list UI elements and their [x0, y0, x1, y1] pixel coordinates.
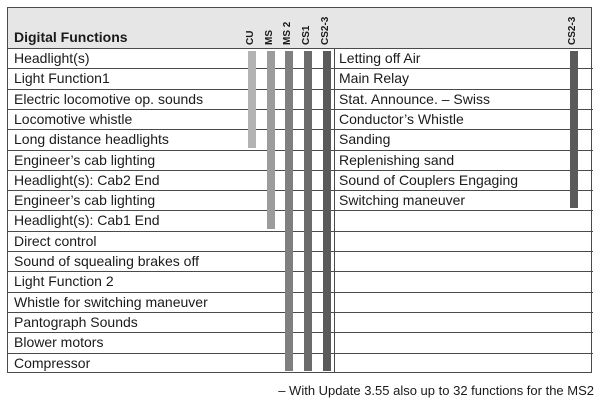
column-label-cu: CU [245, 30, 256, 45]
support-bar-cs1 [304, 51, 312, 371]
left-function-label: Blower motors [14, 334, 104, 351]
left-function-label: Compressor [14, 354, 91, 371]
left-function-label: Whistle for switching maneuver [14, 293, 208, 310]
right-function-label: Replenishing sand [339, 151, 455, 168]
row-divider [8, 353, 593, 354]
left-function-label: Direct control [14, 232, 97, 249]
support-bar-cu [248, 51, 256, 148]
right-function-label: Main Relay [339, 70, 410, 87]
footnote: – With Update 3.55 also up to 32 functions for the MS2 [278, 383, 594, 398]
column-header-ms2 [283, 8, 301, 48]
left-function-label: Electric locomotive op. sounds [14, 90, 204, 107]
left-function-label: Headlight(s) [14, 50, 90, 66]
left-function-label: Headlight(s): Cab1 End [14, 212, 160, 229]
support-bar-ms [267, 51, 275, 229]
column-header-cs2-3 [321, 8, 339, 48]
right-function-label: Sanding [339, 131, 391, 148]
support-bar-cs2-3-right [570, 51, 578, 208]
left-function-label: Light Function1 [14, 70, 110, 87]
left-function-label: Light Function 2 [14, 273, 114, 290]
right-function-label: Letting off Air [339, 50, 421, 66]
right-function-label: Sound of Couplers Engaging [339, 171, 519, 188]
column-label-ms: MS [264, 30, 275, 45]
digital-functions-table [7, 7, 592, 373]
table-title: Digital Functions [14, 29, 128, 45]
column-header-cu [246, 8, 264, 48]
support-bar-ms-2 [285, 51, 293, 371]
left-function-label: Long distance headlights [14, 131, 169, 148]
left-function-label: Locomotive whistle [14, 110, 133, 127]
column-header-ms [265, 8, 283, 48]
support-bar-cs2-3 [323, 51, 331, 371]
right-function-label: Switching maneuver [339, 192, 466, 209]
table-header [8, 8, 591, 49]
column-label-cs2-3-right: CS2-3 [567, 16, 578, 45]
left-function-label: Headlight(s): Cab2 End [14, 171, 160, 188]
right-function-label: Stat. Announce. – Swiss [339, 90, 490, 107]
column-label-cs2-3: CS2-3 [320, 16, 331, 45]
left-function-label: Sound of squealing brakes off [14, 253, 199, 269]
column-header-cs1 [302, 8, 320, 48]
right-function-label: Conductor’s Whistle [339, 110, 464, 127]
column-header-cs2-3-right [568, 8, 586, 48]
left-function-label: Engineer’s cab lighting [14, 192, 156, 209]
left-function-label: Engineer’s cab lighting [14, 151, 156, 168]
left-function-label: Pantograph Sounds [14, 313, 138, 330]
column-label-cs1: CS1 [301, 25, 312, 45]
column-label-ms2: MS 2 [282, 21, 293, 45]
